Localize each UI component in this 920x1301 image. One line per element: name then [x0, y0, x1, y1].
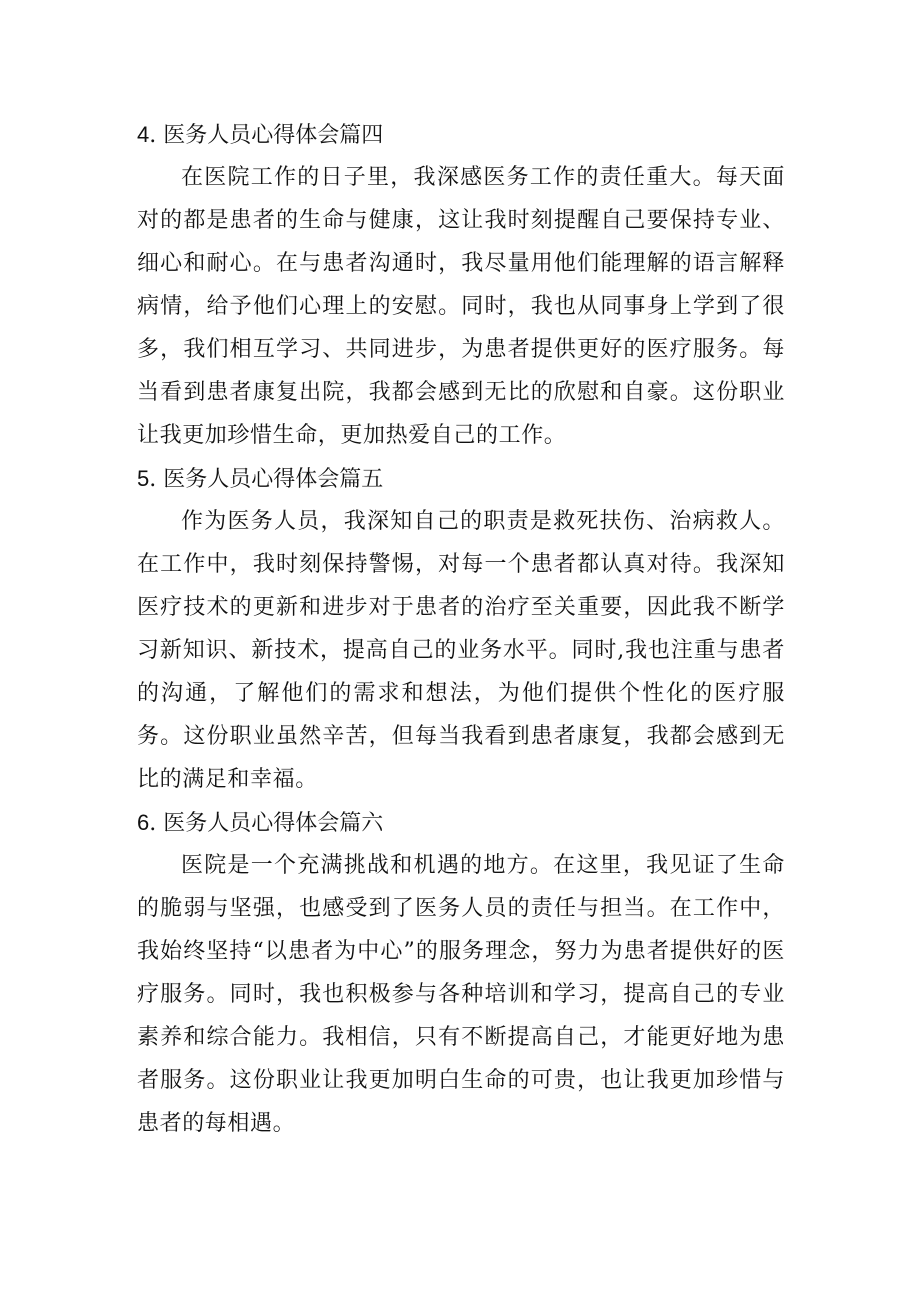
- section-heading: [137, 457, 785, 500]
- section-number: 6: [137, 810, 150, 835]
- section-paragraph: 医院是一个充满挑战和机遇的地方。在这里，我见证了生命的脆弱与坚强，也感受到了医务人员的责任与担当。在工作中，我始终坚持“以患者为中心”的服务理念，努力为患者提供好的医疗服务。同时，我也积极参与各种培训和学习，提高自己的专业素养和综合能力。我相信，只有不断提高自己，才能更好地为患者服务。这份职业让我更加明白生命的可贵，也让我更加珍惜与患者的每相遇。: [137, 853, 785, 1136]
- section-6: [137, 801, 785, 1145]
- section-number: 5: [137, 466, 150, 491]
- section-number: 4: [137, 122, 150, 147]
- section-paragraph: 作为医务人员，我深知自己的职责是救死扶伤、治病救人。在工作中，我时刻保持警惕，对每一个患者都认真对待。我深知医疗技术的更新和进步对于患者的治疗至关重要，因此我不断学习新知识、新技术，提高自己的业务水平。同时,我也注重与患者的沟通，了解他们的需求和想法，为他们提供个性化的医疗服务。这份职业虽然辛苦，但每当我看到患者康复，我都会感到无比的满足和幸福。: [137, 509, 785, 792]
- section-title: . 医务人员心得体会篇六: [149, 811, 384, 836]
- section-4: [137, 113, 785, 457]
- section-title: . 医务人员心得体会篇四: [149, 123, 384, 148]
- section-5: [137, 457, 785, 801]
- document-page: [137, 113, 785, 1145]
- section-title: . 医务人员心得体会篇五: [149, 467, 384, 492]
- section-heading: [137, 801, 785, 844]
- section-paragraph: 在医院工作的日子里，我深感医务工作的责任重大。每天面对的都是患者的生命与健康，这让我时刻提醒自己要保持专业、细心和耐心。在与患者沟通时，我尽量用他们能理解的语言解释病情，给予他们心理上的安慰。同时，我也从同事身上学到了很多，我们相互学习、共同进步，为患者提供更好的医疗服务。每当看到患者康复出院，我都会感到无比的欣慰和自豪。这份职业让我更加珍惜生命，更加热爱自己的工作。: [137, 165, 785, 448]
- section-heading: [137, 113, 785, 156]
